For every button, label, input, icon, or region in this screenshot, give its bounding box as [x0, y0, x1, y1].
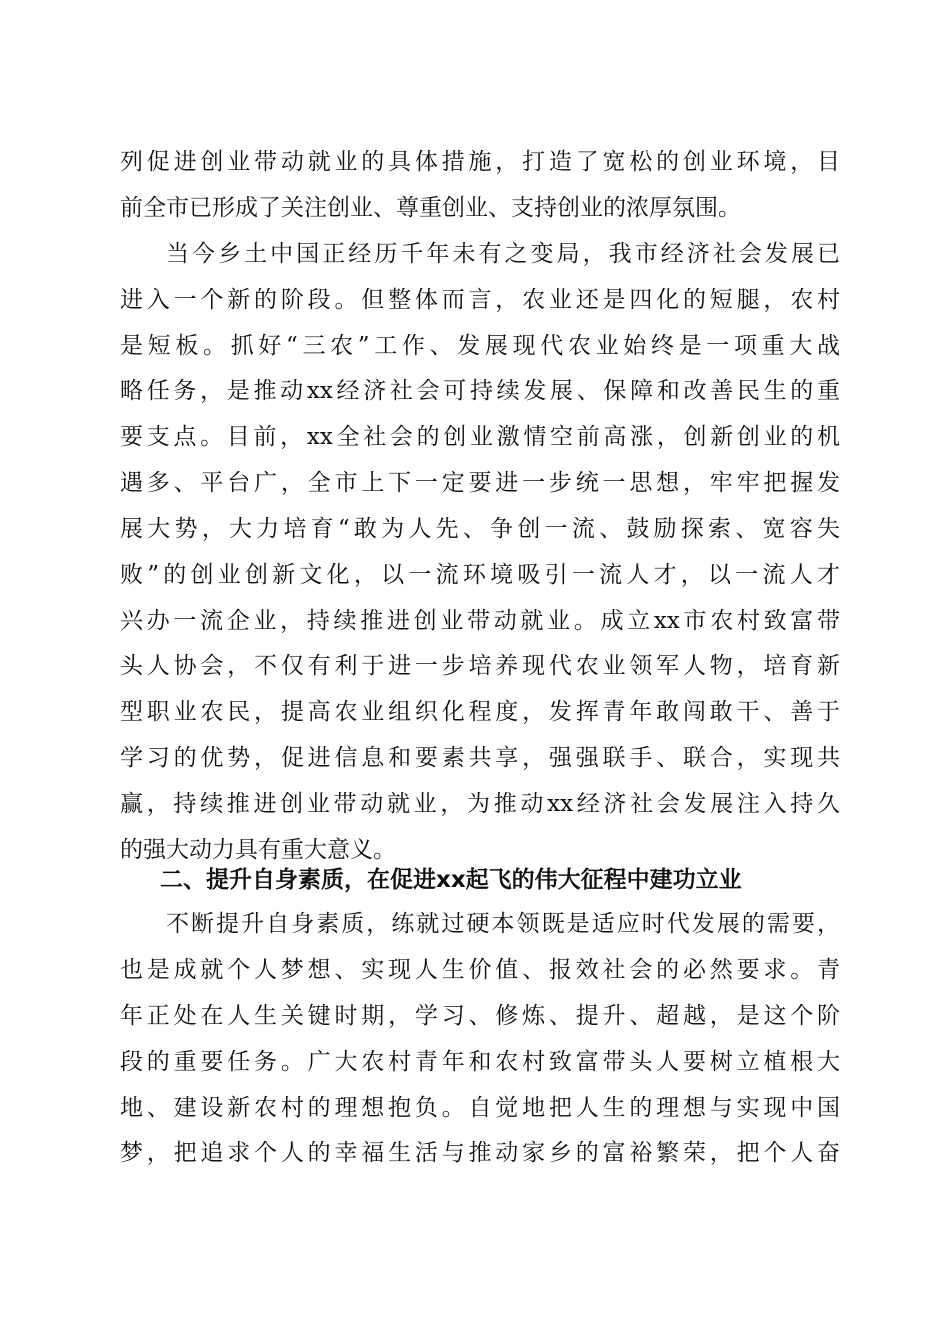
text-line: 列促进创业带动就业的具体措施，打造了宽松的创业环境，目 — [120, 149, 840, 175]
text-line: 是短板。抓好“三农”工作、发展现代农业始终是一项重大战 — [120, 333, 840, 359]
text-line: 要支点。目前，xx全社会的创业激情空前高涨，创新创业的机 — [120, 424, 840, 450]
text-line: 败”的创业创新文化，以一流环境吸引一流人才，以一流人才 — [120, 562, 840, 588]
text-line: 赢，持续推进创业带动就业，为推动xx经济社会发展注入持久 — [120, 791, 840, 817]
text-line: 型职业农民，提高农业组织化程度，发挥青年敢闯敢干、善于 — [120, 699, 840, 725]
text-line: 的强大动力具有重大意义。 — [120, 837, 396, 863]
text-line: 展大势，大力培育“敢为人先、争创一流、鼓励探索、宽容失 — [120, 516, 840, 542]
text-line: 段的重要任务。广大农村青年和农村致富带头人要树立植根大 — [120, 1049, 840, 1075]
text-line: 也是成就个人梦想、实现人生价值、报效社会的必然要求。青 — [120, 957, 840, 983]
text-line: 进入一个新的阶段。但整体而言，农业还是四化的短腿，农村 — [120, 287, 840, 313]
text-line: 头人协会，不仅有利于进一步培养现代农业领军人物，培育新 — [120, 653, 840, 679]
text-line: 梦，把追求个人的幸福生活与推动家乡的富裕繁荣，把个人奋 — [120, 1140, 840, 1166]
text-line: 不断提升自身素质，练就过硬本领既是适应时代发展的需要， — [166, 911, 840, 937]
text-line: 兴办一流企业，持续推进创业带动就业。成立xx市农村致富带 — [120, 608, 840, 634]
text-line: 学习的优势，促进信息和要素共享，强强联手、联合，实现共 — [120, 745, 840, 771]
text-line: 前全市已形成了关注创业、尊重创业、支持创业的浓厚氛围。 — [120, 195, 741, 221]
text-line: 略任务，是推动xx经济社会可持续发展、保障和改善民生的重 — [120, 378, 840, 404]
section-heading: 二、提升自身素质，在促进xx起飞的伟大征程中建功立业 — [160, 867, 742, 893]
text-line: 地、建设新农村的理想抱负。自觉地把人生的理想与实现中国 — [120, 1095, 840, 1121]
text-line: 遇多、平台广，全市上下一定要进一步统一思想，牢牢把握发 — [120, 470, 840, 496]
text-line: 当今乡土中国正经历千年未有之变局，我市经济社会发展已 — [166, 241, 840, 267]
text-line: 年正处在人生关键时期，学习、修炼、提升、超越，是这个阶 — [120, 1003, 840, 1029]
